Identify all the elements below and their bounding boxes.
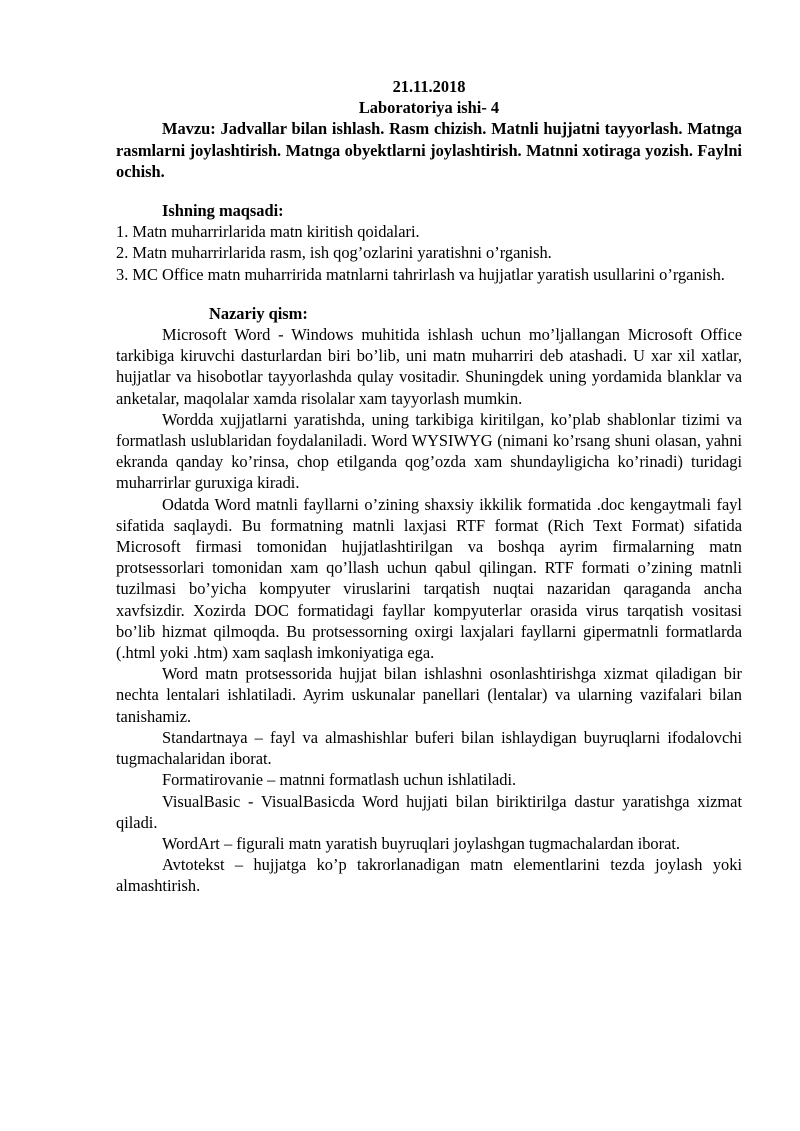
theory-paragraph-5: Standartnaya – fayl va almashishlar buferi bilan ishlaydigan buyruqlarni ifodalovchi tugmachalaridan iborat.	[116, 727, 742, 769]
spacer	[116, 182, 742, 200]
goal-item-1: 1. Matn muharrirlarida matn kiritish qoidalari.	[116, 222, 420, 242]
theory-paragraph-6: Formatirovanie – matnni formatlash uchun ishlatiladi.	[162, 770, 517, 790]
spacer	[116, 285, 742, 303]
lab-title: Laboratoriya ishi- 4	[358, 98, 500, 118]
theory-paragraph-1: Microsoft Word - Windows muhitida ishlash uchun mo’ljallangan Microsoft Office tarkibiga kiruvchi dasturlardan biri bo’lib, uni matn muharriri deb atashadi. U xar xil xatlar, hujjatlar va hisobotlar tayyorlashda qulay vositadir. Shuningdek uning yordamida blanklar va anketalar, maqolalar xamda risolalar xam tayyorlash mumkin.	[116, 325, 742, 408]
goal-item-3: 3. MC Office matn muharririda matnlarni tahrirlash va hujjatlar yaratish usullarini o’rganish.	[116, 264, 725, 284]
goal-item-2: 2. Matn muharrirlarida rasm, ish qog’ozlarini yaratishni o’rganish.	[116, 243, 552, 263]
theory-paragraph-2: Wordda xujjatlarni yaratishda, uning tarkibiga kiritilgan, ko’plab shablonlar tizimi va formatlash uslublaridan foydalaniladi. Word WYSIWYG (nimani ko’rsang shuni olasan, yahni ekranda qanday ko’rinsa, chop etilganda qog’ozda xam shundayligicha ko’rinadi) turidagi muharrirlar guruxiga kiradi.	[116, 409, 742, 493]
topic-paragraph: Mavzu: Jadvallar bilan ishlash. Rasm chizish. Matnli hujjatni tayyorlash. Matnga rasmlarni joylashtirish. Matnga obyektlarni joylashtirish. Matnni xotiraga yozish. Faylni ochish.	[116, 119, 742, 181]
goal-heading: Ishning maqsadi:	[162, 201, 284, 221]
theory-heading: Nazariy qism:	[209, 303, 308, 323]
theory-paragraph-7: VisualBasic - VisualBasicda Word hujjati bilan biriktirilga dastur yaratishga xizmat qiladi.	[116, 791, 742, 832]
theory-paragraph-8: WordArt – figurali matn yaratish buyruqlari joylashgan tugmachalardan iborat.	[162, 833, 681, 853]
theory-paragraph-3: Odatda Word matnli fayllarni o’zining shaxsiy ikkilik formatida .doc kengaytmali fayl sifatida saqlaydi. Bu formatning matnli laxjasi RTF format (Rich Text Format) sifatida Microsoft firmasi tomonidan hujjatlashtirilgan va boshqa ayrim firmalarning matn protsessorlari tomonidan xam qo’llash uchun qabul qilingan. RTF formati o’zining matnli tuzilmasi bo’yicha kompyuter viruslarini tarqatish nuqtai nazaridan qaraganda ancha xavfsizdir. Xozirda DOC formatidagi fayllar kompyuterlar orasida virus tarqatish vositasi bo’lib hizmat qilmoqda. Bu protsessorning oxirgi laxjalari fayllarni gipermatnli formatlarda (.html yoki .htm) xam saqlash imkoniyatiga ega.	[116, 494, 742, 663]
document-page	[116, 76, 742, 897]
document-date: 21.11.2018	[392, 77, 466, 96]
theory-paragraph-9: Avtotekst – hujjatga ko’p takrorlanadigan matn elementlarini tezda joylash yoki almashtirish.	[116, 855, 742, 896]
theory-paragraph-4: Word matn protsessorida hujjat bilan ishlashni osonlashtirishga xizmat qiladigan bir nechta lentalari ishlatiladi. Ayrim uskunalar panellari (lentalar) va ularning vazifalari bilan tanishamiz.	[116, 664, 742, 726]
